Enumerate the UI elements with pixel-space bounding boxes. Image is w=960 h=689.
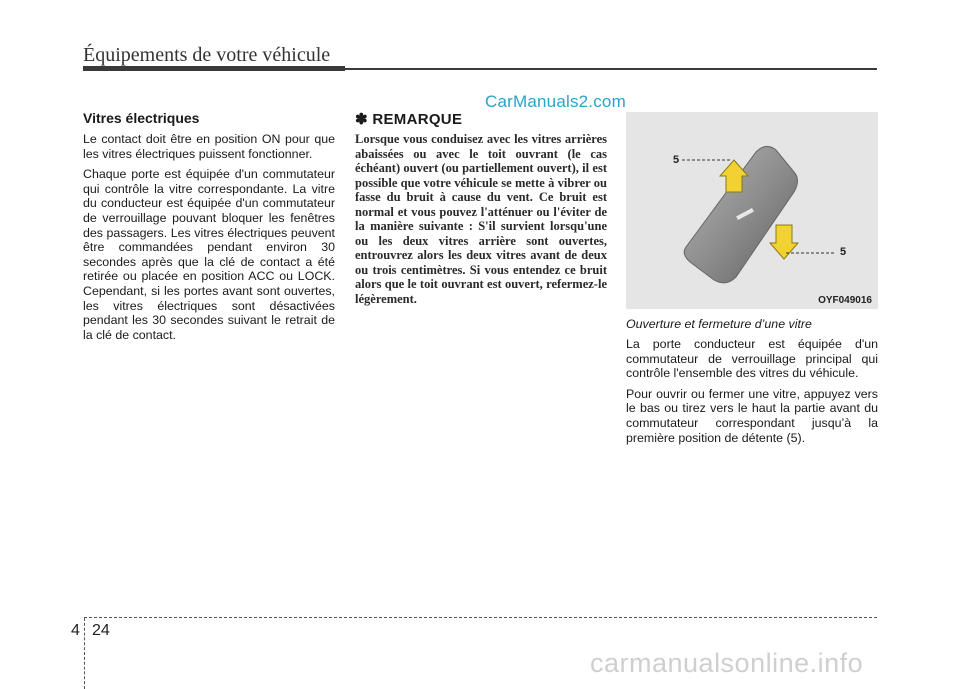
callout-number-bottom: 5 [840,246,847,258]
arrow-down-icon [770,225,798,259]
column-window-operation [626,112,878,451]
footer-divider [84,618,86,689]
chapter-number: 4 [71,622,80,639]
figure-code: OYF049016 [818,295,872,306]
window-switch-illustration [626,112,878,309]
page-header-title: Équipements de votre véhicule [83,44,331,66]
page-number: 24 [92,622,110,639]
remark-body: Lorsque vous conduisez avec les vitres arrières abaissées ou avec le toit ouvrant (le cas échéant) ouvert (ou partiellement ouvert), il est possible que votre véhicule se mette à vibrer ou fasse du bruit à cause du vent. Ce bruit est normal et vous pouvez l'atténuer ou l'éviter de la manière suivante : S'il survient lorsqu'une ou les deux vitres arrière sont ouvertes, entrouvrez alors les deux vitres avant de deux ou trois centimètres. Si vous entendez ce bruit alors que le toit ouvrant est ouvert, refermez-le légèrement. [355,132,607,307]
watermark-bottom: carmanualsonline.info [590,648,864,678]
paragraph: Le contact doit être en position ON pour que les vitres électriques puissent fonctionner. [83,132,335,161]
paragraph: Pour ouvrir ou fermer une vitre, appuyez vers le bas ou tirez vers le haut la partie avant du commutateur correspondant jusqu’à la première position de détente (5). [626,386,878,445]
window-switch-figure [626,112,878,309]
paragraph: La porte conducteur est équipée d'un commutateur de verrouillage principal qui contrôle l'ensemble des vitres du véhicule. [626,337,878,381]
section-heading: Vitres électriques [83,110,200,126]
figure-caption: Ouverture et fermeture d’une vitre [626,317,812,331]
header-rule-thick [83,66,345,71]
watermark-top: CarManuals2.com [485,92,626,111]
column-power-windows [83,110,335,348]
asterisk-icon: ✽ [355,111,368,128]
remark-title-text: REMARQUE [372,111,463,128]
paragraph: Chaque porte est équipée d'un commutateur qui contrôle la vitre correspondante. La vitre du conducteur est équipée d'un commutateur de verrouillage pouvant bloquer les fenêtres des passagers. Les vitres électriques peuvent être commandées pendant environ 30 secondes après que la clé de contact a été retirée ou placée en position ACC ou LOCK. Cependant, si les portes avant sont ouvertes, les vitres électriques sont désactivées pendant les 30 secondes suivant le retrait de la clé de contact. [83,167,335,342]
remark-title [355,110,607,128]
callout-number-top: 5 [673,154,680,166]
footer-rule [84,617,877,618]
remark-box [355,110,607,307]
header-rule-thin [345,68,877,70]
